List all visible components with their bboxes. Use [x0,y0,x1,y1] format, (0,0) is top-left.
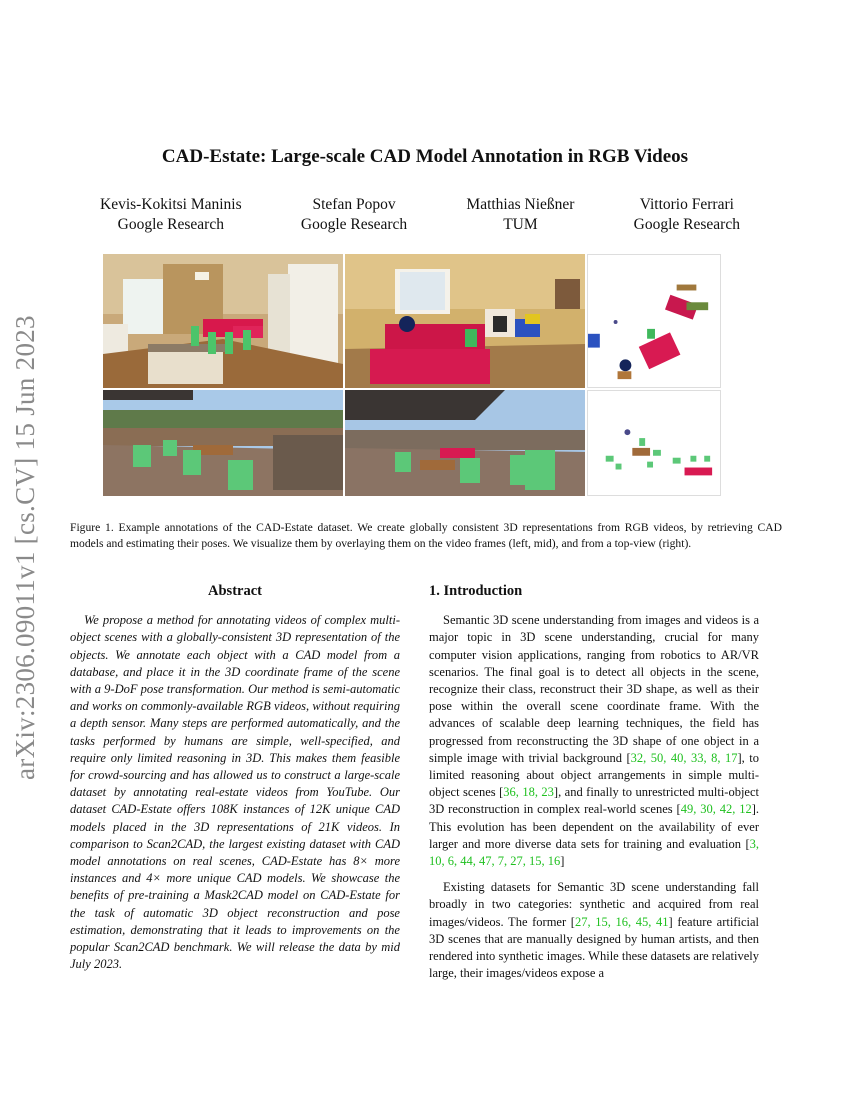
abstract-heading: Abstract [208,583,262,599]
citation-links[interactable]: 3, 10, 6, 44, 47, 7, 27, 15, 16 [429,836,759,869]
author-3 [466,195,574,235]
figure-panel-topview-1 [587,254,721,388]
author-affiliation: Google Research [117,216,224,233]
author-affiliation: TUM [503,216,538,233]
introduction-heading: 1. Introduction [429,583,523,599]
author-1 [100,195,242,235]
figure-panel-deck-1 [103,390,343,496]
intro-text: ] [560,854,565,869]
author-2 [301,195,407,235]
intro-text: ] feature artificial 3D scenes that are manually designed by human artists, and then rendered into synthetic images. While these datasets are relatively large, their images/videos expose a [429,914,759,981]
figure-caption: Figure 1. Example annotations of the CAD-Estate dataset. We create globally consistent 3D representations from RGB videos, by retrieving CAD models and estimating their poses. We visualize them by overlaying them on the video frames (left, mid), and from a top-view (right). [70,521,782,550]
author-name: Kevis-Kokitsi Maninis [100,196,242,213]
citation-links[interactable]: 36, 18, 23 [503,785,554,800]
author-name: Stefan Popov [312,196,396,213]
intro-paragraph-1 [429,612,759,870]
abstract-paragraph: We propose a method for annotating videos of complex multi-object scenes with a globally-consistent 3D representation of the objects. We annotate each object with a CAD model from a database, and place it in the 3D coordinate frame of the scene with a 9-DoF pose transformation. Our method is semi-automatic and works on commonly-available RGB videos, without requiring a depth sensor. Many steps are performed automatically, and the tasks performed by humans are simple, well-specified, and require only limited reasoning in 3D. This makes them feasible for crowd-sourcing and has allowed us to construct a large-scale dataset by annotating real-estate videos from YouTube. Our dataset CAD-Estate offers 108K instances of 12K unique CAD models placed in the 3D representations of 21K videos. In comparison to Scan2CAD, the largest existing dataset with CAD model annotations on real scenes, CAD-Estate has 8× more instances and 4× more unique CAD models. We showcase the benefits of pre-training a Mask2CAD model on CAD-Estate for the task of automatic 3D object reconstruction and pose estimation, demonstrating that it leads to improvements on the popular Scan2CAD benchmark. We will release the data by mid July 2023. [70,613,400,972]
arxiv-identifier: arXiv:2306.09011v1 [cs.CV] 15 Jun 2023 [10,315,40,780]
intro-text: ], to limited reasoning about object arrangements in simple multi-object scenes [ [429,750,760,800]
author-list [100,195,740,235]
figure-panel-topview-2 [587,390,721,496]
figure-panel-deck-2 [345,390,585,496]
intro-paragraph-2 [429,879,759,982]
intro-text: Existing datasets for Semantic 3D scene understanding fall broadly in two categories: synthetic and acquired from real images/videos. The former [ [429,880,759,929]
author-affiliation: Google Research [300,216,408,233]
intro-text: ], and finally to unrestricted multi-object 3D reconstruction in complex real-world scenes [ [429,785,760,817]
abstract-body [70,612,400,973]
figure-panel-kitchen [103,254,343,388]
citation-links[interactable]: 49, 30, 42, 12 [680,802,752,817]
intro-text: ]. This evolution has been dependent on the availability of ever larger and more diverse data sets for training and evaluation [ [429,802,760,851]
citation-links[interactable]: 32, 50, 40, 33, 8, 17 [630,750,738,765]
author-affiliation: Google Research [633,216,740,233]
abstract-column [70,583,400,973]
author-4 [634,195,740,235]
citation-links[interactable]: 27, 15, 16, 45, 41 [574,914,669,929]
introduction-column [429,583,759,991]
paper-title: CAD-Estate: Large-scale CAD Model Annotation in RGB Videos [161,146,689,167]
author-name: Matthias Nießner [466,196,575,213]
intro-text: Semantic 3D scene understanding from images and videos is a major topic in 3D scene understanding, crucial for many computer vision applications, ranging from robotics to AR/VR scenarios. The final goal is to detect all objects in the scene, recognize their class, reconstruct their 3D shape, as well as their pose within the overall scene coordinate frame. With the advances of scalable deep learning techniques, the field has progressed from reconstructing the 3D shape of one object in a simple image with trivial background [ [429,613,759,765]
author-name: Vittorio Ferrari [639,196,734,213]
figure-1 [103,254,721,496]
figure-panel-living-room [345,254,585,388]
